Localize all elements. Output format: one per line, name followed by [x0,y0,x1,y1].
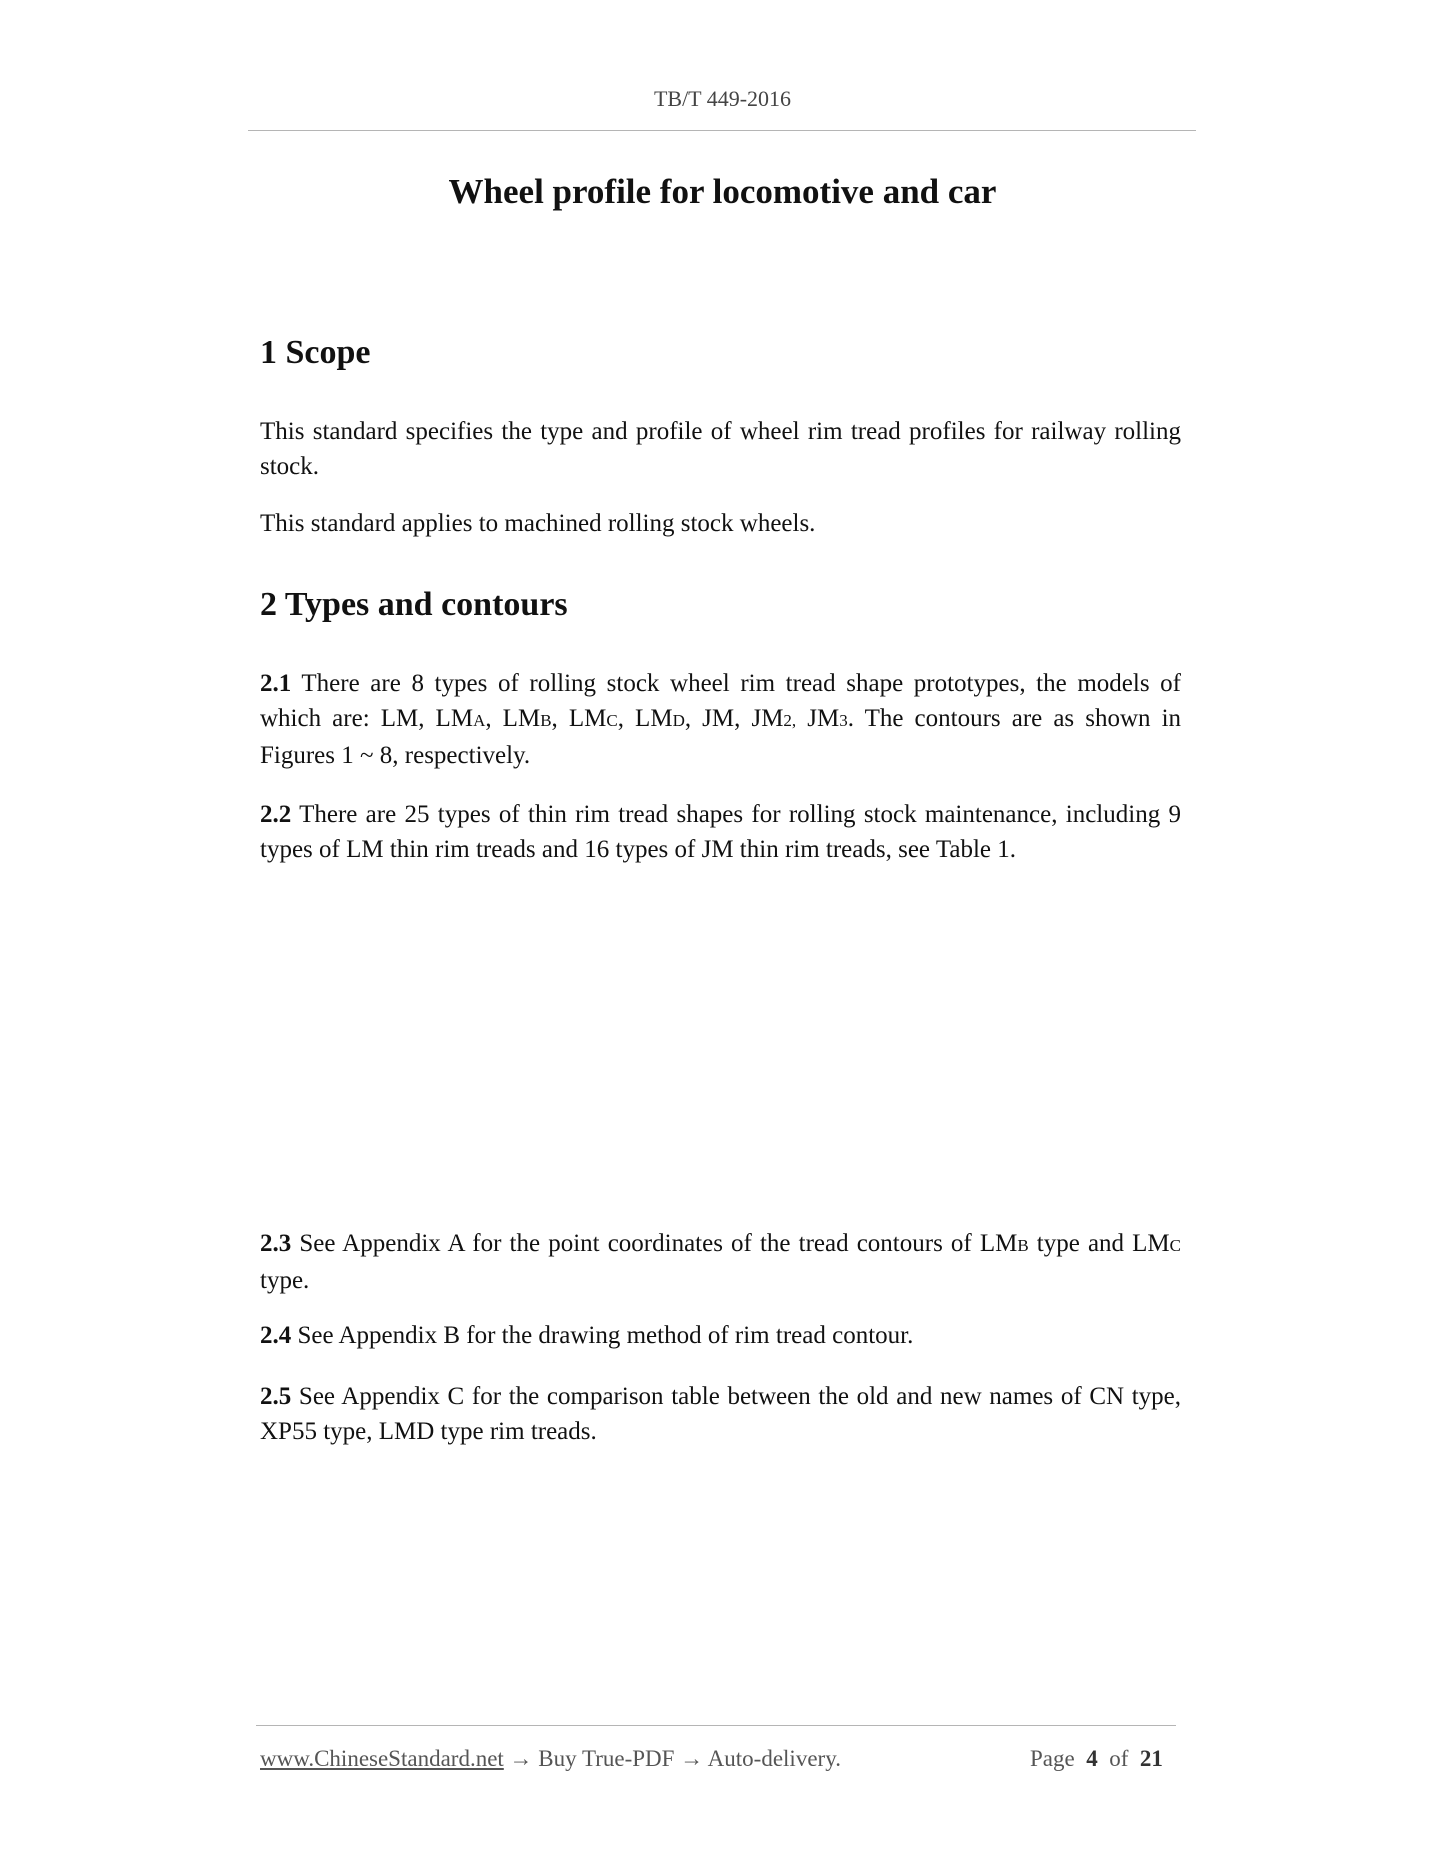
subscript: 2, [783,711,797,730]
subscript: D [672,711,685,730]
clause-text: See Appendix B for the drawing method of rim tread contour. [291,1322,914,1349]
subscript: B [540,711,552,730]
clause-text: type. [260,1267,310,1294]
scope-paragraph-2: This standard applies to machined rolling stock wheels. [260,510,816,537]
clause-text: . The contours are as shown in Figures 1 ~ 8, respectively. [260,705,1182,769]
of-label: of [1109,1746,1129,1771]
arrow-icon: → [674,1746,708,1771]
clause-text: There are 8 types of rolling stock wheel rim tread shape prototypes, the models of which are: LM, LM [260,670,1181,732]
clause-text: See Appendix A for the point coordinates of the tread contours of LM [291,1230,1018,1257]
page-number: 4 [1086,1746,1098,1771]
clause-number: 2.5 [260,1383,292,1410]
clause-number: 2.3 [260,1230,292,1257]
clause-text: , LM [617,705,673,732]
clause-text: There are 25 types of thin rim tread shapes for rolling stock maintenance, including 9 types of LM thin rim treads and 16 types of JM thin rim treads, see Table 1. [260,801,1181,863]
running-header: TB/T 449-2016 [653,86,792,111]
clause-text: type and LM [1028,1230,1170,1257]
clause-text: , LM [485,705,541,732]
clause-number: 2.2 [260,801,292,828]
clause-2-2 [260,797,1181,867]
page-total: 21 [1139,1746,1163,1771]
clause-2-3 [260,1226,1181,1298]
footer-rule [256,1725,1176,1726]
subscript: C [606,711,618,730]
section-heading-types: 2 Types and contours [260,586,568,623]
document-title: Wheel profile for locomotive and car [448,172,997,211]
subscript: C [1169,1236,1181,1255]
clause-number: 2.1 [260,670,292,697]
clause-2-1 [260,666,1181,773]
subscript: 3 [839,711,848,730]
clause-2-4 [260,1318,1181,1353]
clause-text: See Appendix C for the comparison table between the old and new names of CN type, XP55 type, LMD type rim treads. [260,1383,1181,1445]
page-label: Page [1030,1746,1075,1771]
buy-text: Buy True-PDF [538,1746,675,1771]
clause-2-5 [260,1379,1181,1449]
subscript: B [1017,1236,1029,1255]
footer-promo [260,1746,841,1772]
arrow-icon: → [503,1746,539,1771]
clause-text: JM [796,705,840,732]
page-indicator [1030,1746,1163,1772]
clause-number: 2.4 [260,1322,292,1349]
header-rule [248,130,1196,131]
clause-text: , LM [551,705,607,732]
subscript: A [473,711,486,730]
delivery-text: Auto-delivery. [707,1746,841,1771]
clause-text: , JM, JM [684,705,784,732]
section-heading-scope: 1 Scope [260,334,371,371]
scope-paragraph-1: This standard specifies the type and profile of wheel rim tread profiles for railway rolling stock. [260,418,1181,480]
website-link[interactable]: www.ChineseStandard.net [260,1746,504,1771]
